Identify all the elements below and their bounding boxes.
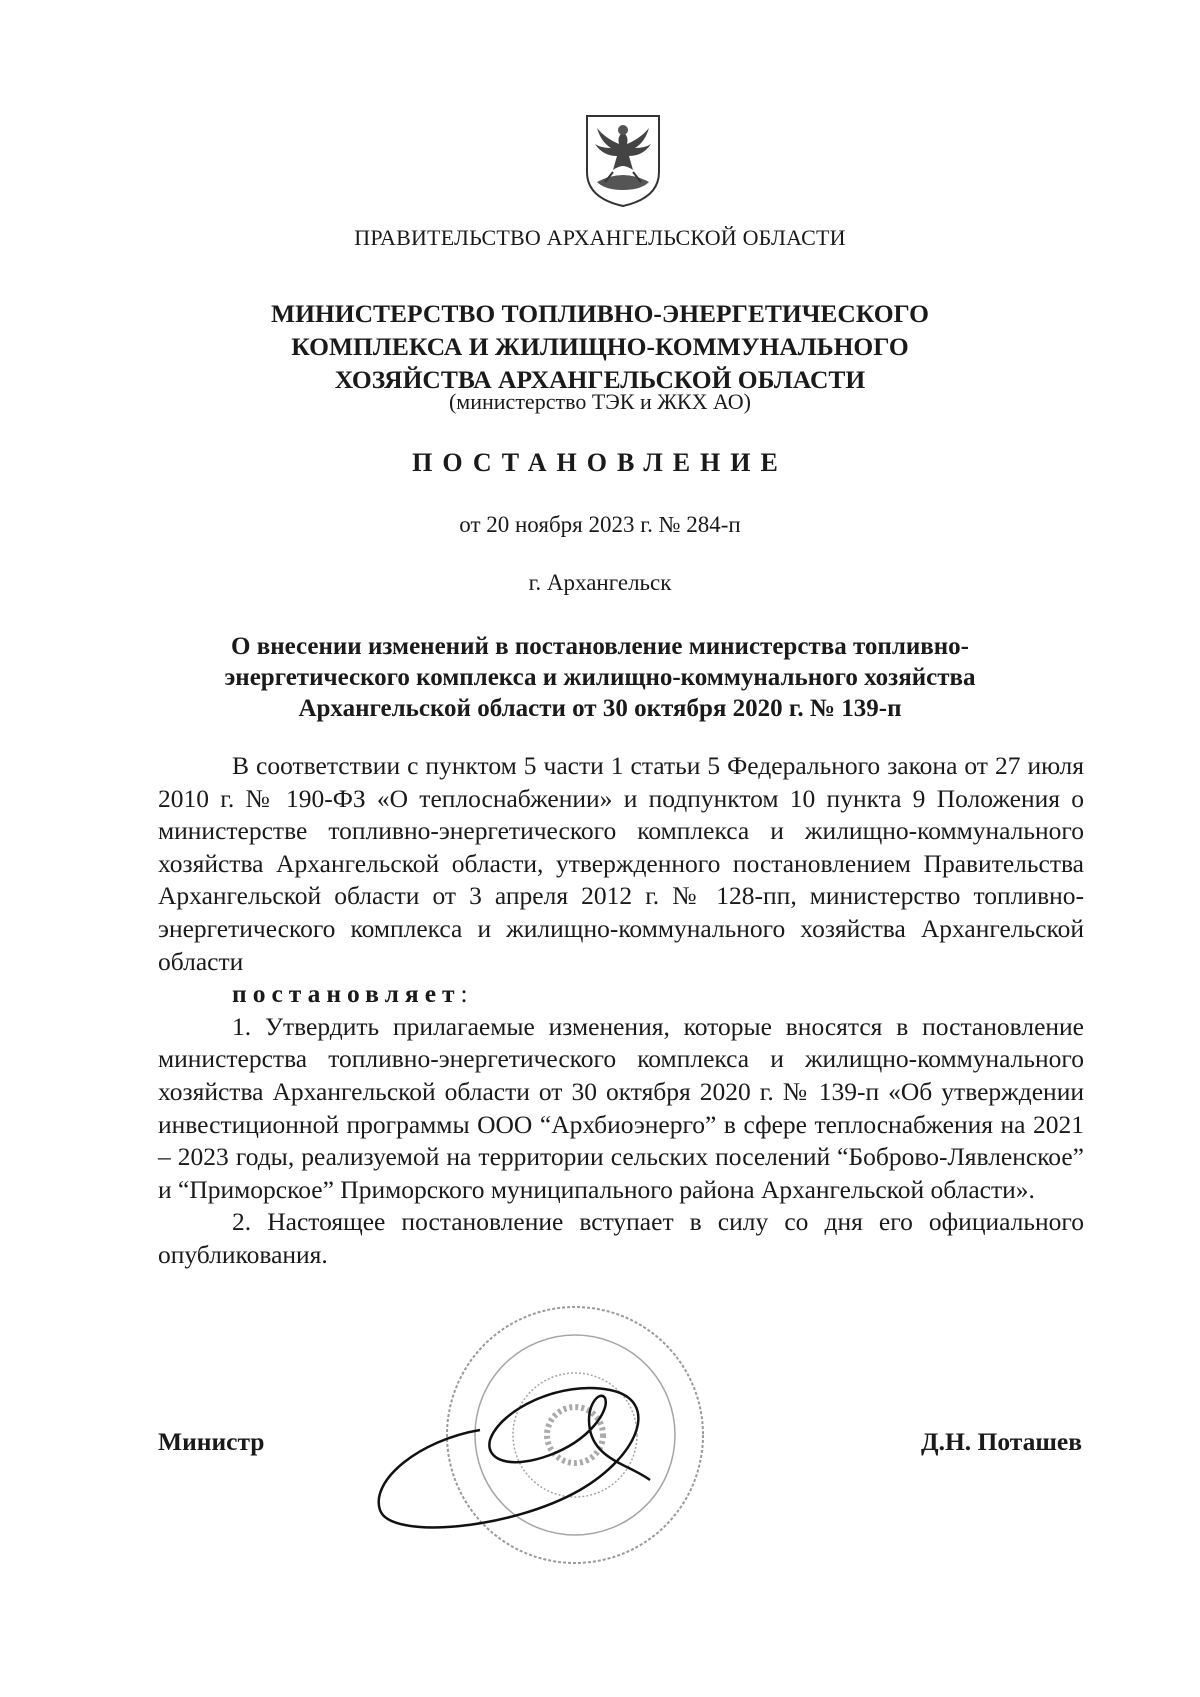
subject-line: О внесении изменений в постановление министерства топливно-: [231, 633, 969, 660]
document-type: ПОСТАНОВЛЕНИЕ: [412, 448, 788, 477]
document-date-number: от 20 ноября 2023 г. № 284-п: [459, 512, 741, 537]
document-body: [158, 750, 1084, 1272]
handwritten-signature: [360, 1370, 680, 1540]
coat-of-arms-icon: [583, 112, 663, 209]
ministry-title-line: ХОЗЯЙСТВА АРХАНГЕЛЬСКОЙ ОБЛАСТИ: [334, 365, 866, 394]
ministry-title-line: МИНИСТЕРСТВО ТОПЛИВНО-ЭНЕРГЕТИЧЕСКОГО: [271, 299, 929, 328]
preamble-paragraph: В соответствии с пунктом 5 части 1 статьи 5 Федерального закона от 27 июля 2010 г. № 190-ФЗ «О теплоснабжении» и подпунктом 10 пункта 9 Положения о министерстве топливно-энергетического комплекса и жилищно-коммунального хозяйства Архангельской области, утвержденного постановлением Правительства Архангельской области от 3 апреля 2012 г. № 128-пп, министерство топливно-энергетического комплекса и жилищно-коммунального хозяйства Архангельской области: [158, 751, 1084, 976]
ministry-title-line: КОМПЛЕКСА И ЖИЛИЩНО-КОММУНАЛЬНОГО: [291, 332, 909, 361]
subject-line: энергетического комплекса и жилищно-коммунального хозяйства: [224, 664, 976, 691]
resolves-line: [158, 978, 1084, 1011]
ministry-title: [0, 297, 1200, 396]
item-1-paragraph: 1. Утвердить прилагаемые изменения, которые вносятся в постановление министерства топливно-энергетического комплекса и жилищно-коммунального хозяйства Архангельской области от 30 октября 2020 г. № 139-п «Об утверждении инвестиционной программы ООО “Архбиоэнерго” в сфере теплоснабжения на 2021 – 2023 годы, реализуемой на территории сельских поселений “Боброво-Лявленское” и “Приморское” Приморского муниципального района Архангельской области».: [158, 1011, 1084, 1204]
document-city: г. Архангельск: [528, 570, 672, 595]
document-subject: [0, 631, 1200, 724]
item-2-paragraph: 2. Настоящее постановление вступает в силу со дня его официального опубликования.: [158, 1207, 1084, 1269]
ministry-abbreviation: (министерство ТЭК и ЖКХ АО): [448, 389, 752, 414]
resolves-word: постановляет: [232, 979, 461, 1009]
signatory-name: Д.Н. Поташев: [921, 1427, 1082, 1456]
resolves-colon: :: [460, 979, 468, 1009]
signature-position: Министр: [158, 1427, 265, 1456]
subject-line: Архангельской области от 30 октября 2020 г. № 139-п: [298, 695, 902, 722]
government-title: ПРАВИТЕЛЬСТВО АРХАНГЕЛЬСКОЙ ОБЛАСТИ: [354, 225, 846, 250]
